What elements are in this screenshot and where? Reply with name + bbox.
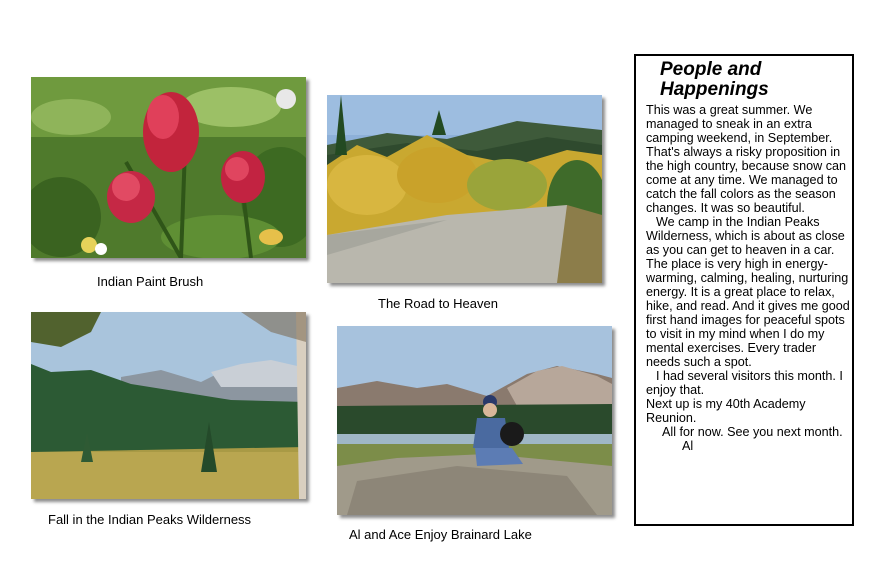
photo-caption: Indian Paint Brush [97, 274, 204, 289]
article-title: People and Happenings [660, 59, 769, 100]
article-paragraph: I had several visitors this month. I enjoy that. [646, 369, 843, 397]
article-paragraph: Next up is my 40th Academy Reunion. [646, 397, 806, 425]
article-paragraph: All for now. See you next month. [662, 425, 843, 439]
article-paragraph: We camp in the Indian Peaks Wilderness, which is about as close as you can get to heaven in a car. The place is very high in energy-warming, calming, healing, nurturing energy. It is a great place to relax, hike, and read. And it gives me good first hand images for peaceful spots to visit in my mind when I do my mental exercises. Every trader needs such a spot. [646, 215, 850, 369]
photo-al-and-ace-brainard-lake [337, 326, 612, 515]
article-signature: Al [682, 439, 694, 453]
photo-road-to-heaven [327, 95, 602, 283]
article-body [646, 103, 850, 453]
photo-fall-indian-peaks [31, 312, 306, 499]
photo-caption: Fall in the Indian Peaks Wilderness [48, 512, 252, 527]
article-box [634, 54, 854, 526]
article-paragraph: This was a great summer. We managed to sneak in an extra camping weekend, in September. That's always a risky proposition in the high country, because snow can come at any time. We managed to catch the fall colors as the season changes. It was so beautiful. [646, 103, 846, 215]
photo-caption: The Road to Heaven [378, 296, 498, 311]
photo-caption: Al and Ace Enjoy Brainard Lake [349, 527, 532, 542]
photo-indian-paint-brush [31, 77, 306, 258]
